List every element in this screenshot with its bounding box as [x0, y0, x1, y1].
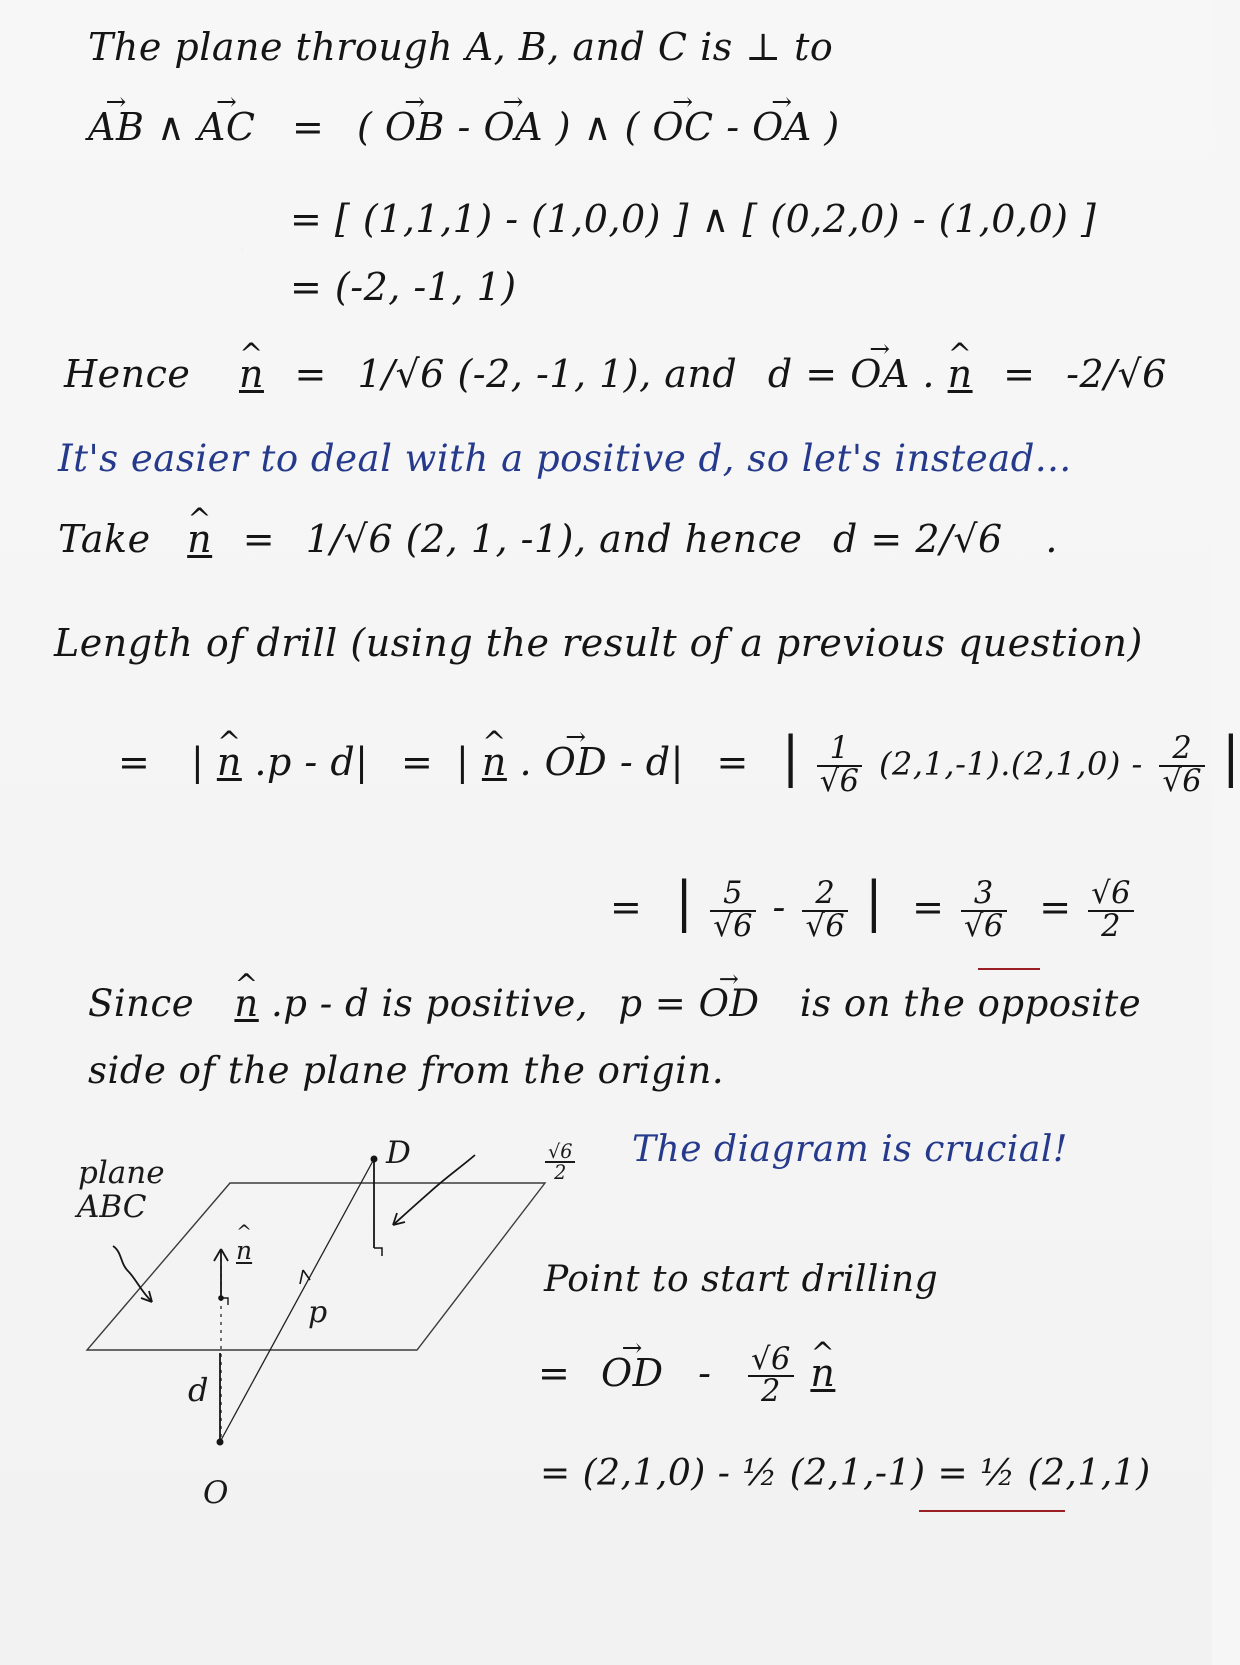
fraction-den: √6: [713, 908, 753, 944]
fraction-three-over-sqrt6: [961, 876, 1007, 944]
minus-4: -: [698, 1350, 712, 1395]
line-start-point-vector: [538, 1342, 836, 1410]
equals-1: =: [292, 105, 325, 149]
line-hence-normal: [64, 352, 1167, 396]
vector-od-3: → OD: [601, 1354, 664, 1392]
equals-7: =: [118, 740, 151, 784]
plane-label-line-2: ABC: [77, 1189, 147, 1225]
point-to-start-label: Point to start drilling: [544, 1259, 939, 1300]
equals-3: =: [805, 352, 838, 396]
equals-2: =: [294, 352, 327, 396]
result-underline-2: [919, 1510, 1065, 1512]
fraction-five-over-sqrt6: [710, 876, 756, 944]
fraction-num: √6: [748, 1345, 794, 1377]
abs-open-4: |: [674, 870, 694, 933]
fraction-den: √6: [819, 763, 860, 799]
normal-label: ^ n: [236, 1238, 252, 1263]
line-cross-product-result: = (-2, -1, 1): [290, 265, 517, 309]
normal-components-a: (-2, -1, 1), and: [457, 352, 738, 396]
since-tail: is on the opposite: [799, 982, 1142, 1025]
vector-od-2: → OD: [699, 985, 760, 1022]
start-point-answer: ½ (2,1,1): [980, 1453, 1151, 1494]
fraction-num: √6: [1088, 879, 1134, 911]
fraction-den: √6: [805, 908, 846, 944]
equals-4: =: [1003, 352, 1036, 396]
fraction-num: 2: [802, 879, 848, 911]
fraction-den: √6: [1162, 763, 1203, 799]
minus-d-1: - d|: [619, 740, 684, 784]
abs-close-3: |: [1221, 725, 1240, 788]
period-a: .: [1045, 517, 1058, 561]
result-underline-1: [978, 968, 1040, 970]
line-length-of-drill: Length of drill (using the result of a previous question): [54, 621, 1143, 665]
normal-vector-n-2: ^ n: [948, 355, 973, 393]
fraction-num: 5: [710, 879, 756, 911]
vector-oc: → OC: [652, 108, 713, 146]
normal-vector-n-5: ^ n: [482, 743, 507, 781]
position-vector-line: [220, 1159, 374, 1442]
plane-label-arrow: [113, 1246, 152, 1302]
vector-ab: → AB: [88, 108, 144, 146]
dot-product-expression: (2,1,-1).(2,1,0) -: [879, 745, 1143, 783]
normal-vector-n-6: ^ n: [234, 985, 258, 1022]
equals-5: =: [242, 517, 276, 561]
fraction-two-over-sqrt6-a: [1159, 731, 1205, 799]
fraction-sqrt6-over-two-b: [748, 1342, 794, 1410]
line-plane-through: The plane through A, B, and C is ⊥ to: [88, 25, 834, 69]
diagram-note: The diagram is crucial!: [632, 1129, 1068, 1170]
fraction-den: 2: [554, 1161, 567, 1185]
minus-1: -: [457, 105, 471, 149]
equals-13: =: [654, 982, 687, 1025]
distance-d-a: d: [767, 352, 793, 396]
dot-a: .: [922, 352, 935, 396]
fraction-sqrt6-over-two: [1088, 876, 1134, 944]
close-paren: ): [824, 105, 840, 149]
line-drill-length-formula: [118, 725, 1240, 799]
since-word: Since: [88, 982, 195, 1025]
negative-two-over-sqrt6: -2/√6: [1066, 352, 1167, 396]
fraction-den: 2: [1101, 908, 1121, 944]
normal-vector-n-7: ^ n: [810, 1354, 835, 1392]
line-since-positive: [88, 982, 1142, 1025]
equals-14: =: [538, 1350, 571, 1395]
right-angle-mark: [374, 1248, 382, 1256]
one-over-sqrt6-b: 1/√6: [305, 517, 394, 561]
position-label: p: [308, 1295, 328, 1330]
middle-cross: ) ∧ (: [555, 105, 640, 149]
since-expression: .p - d is positive,: [271, 982, 589, 1025]
minus-3: -: [772, 885, 786, 929]
fraction-one-over-sqrt6: [817, 731, 863, 799]
abs-open-2: |: [455, 740, 470, 784]
equals-10: =: [610, 885, 643, 929]
point-o-label: O: [203, 1475, 229, 1511]
fraction-num: 1: [817, 734, 863, 766]
line-opposite-side: side of the plane from the origin.: [88, 1049, 725, 1092]
normal-vector-n: ^ n: [239, 355, 264, 393]
equals-8: =: [401, 740, 434, 784]
diagram-length-fraction: [545, 1140, 575, 1185]
fraction-den: 2: [761, 1374, 781, 1410]
normal-vector-n-4: ^ n: [217, 743, 242, 781]
fraction-num: 3: [961, 879, 1007, 911]
position-vector-p: p: [618, 982, 643, 1025]
normal-vector-n-3: ^ n: [187, 520, 212, 558]
equals-9: =: [716, 740, 749, 784]
line-positive-d-note: It's easier to deal with a positive d, so let's instead...: [58, 437, 1072, 480]
one-over-sqrt6-a: 1/√6: [357, 352, 445, 396]
position-vector-arrowhead: [300, 1270, 310, 1284]
abs-open-1: |: [190, 740, 205, 784]
point-d-label: D: [386, 1135, 411, 1171]
vector-od-1: → OD: [545, 743, 608, 781]
line-take-normal: [58, 517, 1058, 561]
plane-label-line-1: plane: [78, 1155, 165, 1191]
equals-6: =: [870, 517, 903, 561]
line-coordinates-cross-product: = [ (1,1,1) - (1,0,0) ] ∧ [ (0,2,0) - (1,0,0) ]: [290, 197, 1097, 241]
equals-12: =: [1039, 885, 1072, 929]
hence-word: Hence: [64, 352, 191, 396]
point-o-dot: [217, 1439, 224, 1446]
vector-oa-3: → OA: [850, 355, 910, 393]
minus-2: -: [726, 105, 740, 149]
sqrt6-over-2-label: [541, 1140, 579, 1185]
normal-components-b: (2, 1, -1), and hence: [405, 517, 803, 561]
line-cross-product-1: [88, 105, 840, 149]
line-drill-length-result: [610, 870, 1138, 944]
start-point-calc: = (2,1,0) - ½ (2,1,-1) =: [540, 1453, 969, 1494]
distance-d-label: d: [188, 1371, 209, 1409]
equals-11: =: [912, 885, 945, 929]
fraction-den: √6: [964, 908, 1004, 944]
fraction-num: 2: [1159, 734, 1205, 766]
open-paren: (: [356, 105, 373, 149]
two-over-sqrt6: 2/√6: [915, 517, 1003, 561]
cross-symbol: ∧: [156, 105, 186, 149]
dot-b: .: [519, 740, 533, 784]
take-word: Take: [58, 517, 151, 561]
fraction-two-over-sqrt6-b: [802, 876, 848, 944]
vector-oa-1: → OA: [483, 108, 543, 146]
distance-d-b: d: [832, 517, 858, 561]
abs-open-3: |: [781, 725, 801, 788]
vector-ob: → OB: [385, 108, 445, 146]
vector-ac: → AC: [198, 108, 256, 146]
line-start-point-result: [540, 1453, 1151, 1494]
abs-close-4: |: [864, 870, 884, 933]
vector-oa-2: → OA: [752, 108, 812, 146]
fraction-num: √6: [545, 1142, 575, 1163]
p-minus-d-1: .p - d|: [254, 740, 369, 784]
